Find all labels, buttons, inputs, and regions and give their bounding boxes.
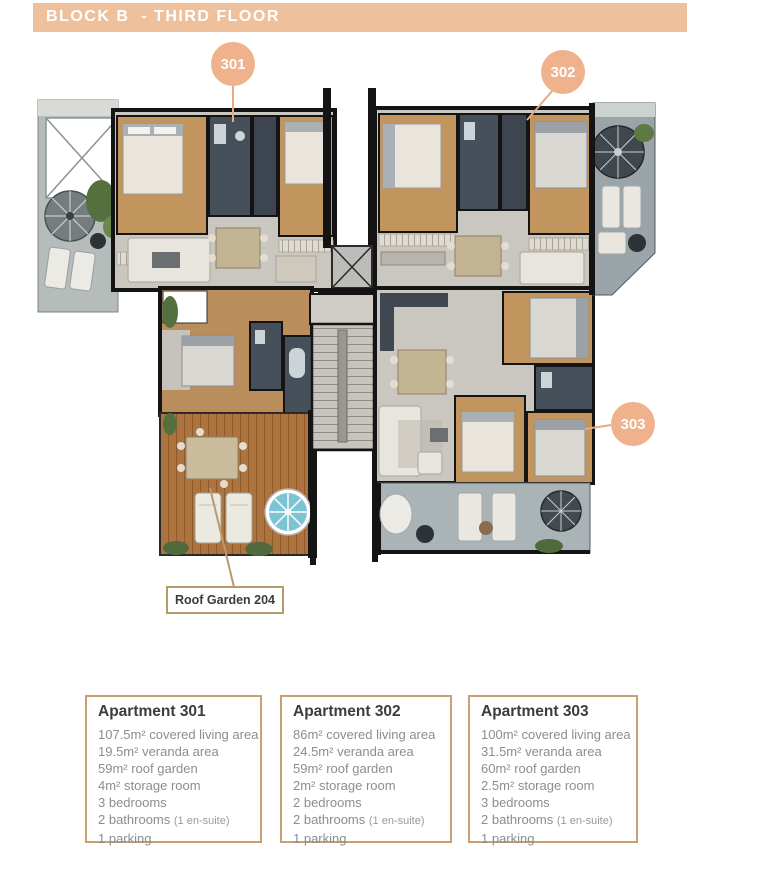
plant [162, 296, 178, 328]
central-staircase [312, 324, 374, 450]
spec-line-bathrooms [293, 811, 439, 830]
bed [383, 124, 441, 188]
spec-line-parking: 1 parking [293, 831, 347, 846]
roof-garden-label: Roof Garden 204 [166, 586, 284, 614]
left-terrace [38, 100, 121, 312]
spiral-stair-veranda [541, 491, 581, 531]
plant [634, 124, 654, 142]
side-table [479, 521, 493, 535]
dining-table [455, 236, 501, 276]
bed [535, 122, 587, 188]
apartment-302-block [375, 108, 593, 288]
plant [535, 539, 563, 553]
apartment-303-block [375, 288, 593, 483]
wardrobe [529, 238, 593, 250]
info-box-apartment-302 [280, 695, 452, 846]
spec-line: 24.5m² veranda area [293, 744, 414, 759]
lower-left-rooms [160, 288, 312, 415]
terrace-sofa [598, 232, 626, 254]
bathrooms-note: (1 en-suite) [173, 815, 230, 827]
right-terrace [589, 103, 655, 295]
page-title: BLOCK B - THIRD FLOOR [46, 8, 280, 25]
pool-spiral-stair [265, 489, 311, 535]
bathroom-302-2 [501, 114, 527, 210]
elevator [332, 246, 372, 288]
bathrooms-main: 2 bathrooms [481, 812, 557, 827]
terrace-table [628, 234, 646, 252]
spec-line: 107.5m² covered living area [98, 727, 259, 742]
sofa [520, 252, 584, 284]
spec-line-parking: 1 parking [481, 831, 535, 846]
veranda-303 [375, 483, 590, 555]
apartment-title: Apartment 303 [481, 703, 589, 720]
plant [163, 541, 189, 555]
bathroom-301-2 [253, 116, 277, 216]
terrace-table [416, 525, 434, 543]
badge-302: 302 [541, 50, 585, 94]
wardrobe [379, 234, 455, 246]
plant [163, 413, 177, 435]
apartment-title: Apartment 302 [293, 703, 401, 720]
spec-line: 2.5m² storage room [481, 778, 595, 793]
spec-line: 3 bedrooms [481, 795, 550, 810]
dining-table-303 [398, 350, 446, 394]
bed [123, 124, 183, 194]
bathroom-lower-1 [250, 322, 282, 390]
bathrooms-main: 2 bathrooms [293, 812, 369, 827]
spec-line: 31.5m² veranda area [481, 744, 602, 759]
info-box-apartment-301 [85, 695, 262, 846]
spec-line: 59m² roof garden [293, 761, 393, 776]
apartment-title: Apartment 301 [98, 703, 206, 720]
badge-303: 303 [611, 402, 655, 446]
info-box-apartment-303 [468, 695, 638, 846]
spec-line: 100m² covered living area [481, 727, 631, 742]
spec-line: 2m² storage room [293, 778, 396, 793]
deck-dining-table [177, 428, 247, 488]
kitchen-counter [381, 252, 445, 265]
bathrooms-note: (1 en-suite) [556, 815, 613, 827]
spec-line-parking: 1 parking [98, 831, 152, 846]
spec-line: 2 bedrooms [293, 795, 362, 810]
spec-line: 3 bedrooms [98, 795, 167, 810]
roof-garden-deck [160, 410, 317, 558]
bed [462, 412, 514, 472]
bathrooms-note: (1 en-suite) [368, 815, 425, 827]
bedroom-lower [182, 336, 234, 386]
bed [285, 122, 329, 184]
spec-line: 4m² storage room [98, 778, 201, 793]
terrace-table [90, 233, 106, 249]
dining-table [216, 228, 260, 268]
bed [530, 298, 588, 358]
spec-line: 60m² roof garden [481, 761, 581, 776]
lounge-chair [380, 494, 412, 534]
badge-301: 301 [211, 42, 255, 86]
spec-line: 86m² covered living area [293, 727, 436, 742]
bed [535, 420, 585, 476]
apartment-301-block [113, 110, 335, 290]
spec-line: 59m² roof garden [98, 761, 198, 776]
bathrooms-main: 2 bathrooms [98, 812, 174, 827]
plant [245, 542, 273, 556]
spec-line-bathrooms [481, 811, 625, 830]
spec-line: 19.5m² veranda area [98, 744, 219, 759]
spec-line-bathrooms [98, 811, 249, 830]
